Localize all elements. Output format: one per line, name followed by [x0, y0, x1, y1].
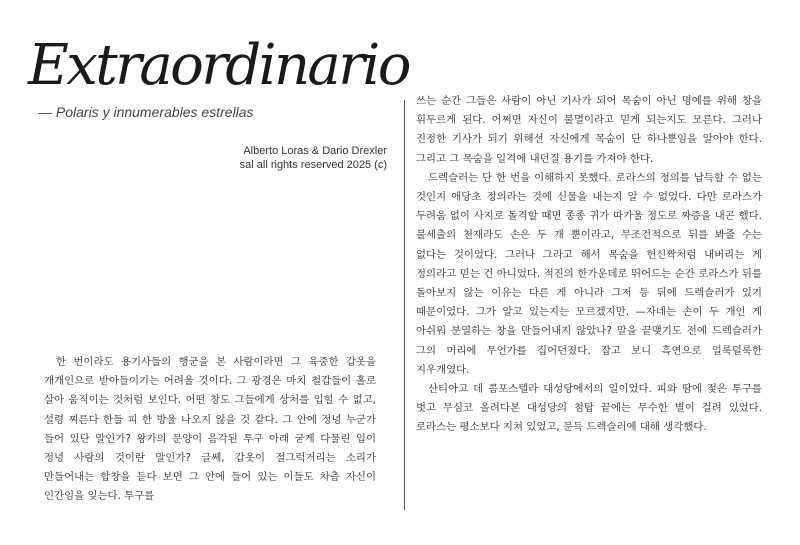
- subtitle: — Polaris y innumerables estrellas: [38, 104, 254, 120]
- author-credit: Alberto Loras & Dario Drexler: [243, 145, 387, 157]
- paragraph: 드렉슬러는 단 한 번을 이해하지 못했다. 로라스의 정의를 납득할 수 없는 것인지 애당초 정의라는 것에 신물을 내는지 알 수 없었다. 다만 로라스가 두려움 없이 사지로 돌격할 때면 종종 귀가 따가울 정도로 짜증을 내곤 했다. 불세출의 천재라도 손은 두 개 뿐이라고, 무조건적으로 뒤를 봐줄 수는 없다는 것이었다. 그러나 그라고 해서 목숨을 헌신짝처럼 내버리는 게 정의라고 믿는 건 아니었다. 적진의 한가운데로 뛰어드는 순간 로라스가 뒤를 돌아보지 않는 이유는 다른 게 아니라 그저 등 뒤에 드렉슬러가 있기 때문이었다. 그가 알고 있는지는 모르겠지만. —자네는 손이 두 개인 게 아쉬워 분열하는 창을 만들어내지 않았나? 말을 끝맺기도 전에 드렉슬러가 그의 머리에 무언가를 집어던졌다. 잡고 보니 흑연으로 얼룩덜룩한 지우개였다.: [416, 171, 762, 376]
- right-text-column: [416, 92, 762, 438]
- copyright-notice: sal all rights reserved 2025 (c): [239, 159, 387, 171]
- column-divider: [404, 100, 405, 510]
- credits-block: [240, 144, 387, 172]
- paragraph: 산티아고 데 콤포스텔라 대성당에서의 일이었다. 피와 땀에 젖은 투구를 벗고 무심코 올려다본 대성당의 첨탑 끝에는 무수한 별이 걸려 있었다. 로라스는 평소보다 지쳐 있었고, 문득 드렉슬러에 대해 생각했다.: [416, 383, 762, 434]
- paragraph: 쓰는 순간 그들은 사람이 아닌 기사가 되어 목숨이 아닌 명예를 위해 창을 휘두르게 된다. 어쩌면 자신이 불멸이라고 믿게 되는지도 모른다. 그러나 진정한 기사가 되기 위해선 자신에게 목숨이 단 하나뿐임을 알아야 한다. 그리고 그 목숨을 일격에 내던질 용기를 가져야 한다.: [416, 95, 762, 165]
- paragraph: 한 번이라도 용기사들의 행군을 본 사람이라면 그 육중한 갑옷을 개개인으로 받아들이기는 어려울 것이다. 그 광경은 마치 철갑들이 홀로 살아 움직이는 것처럼 보인다. 어떤 창도 그들에게 상처를 입힐 수 없고, 설령 찌른다 한들 피 한 방울 나오지 않을 것 같다. 그 안에 정녕 누군가 들어 있단 말인가? 왕가의 문양이 음각된 투구 아래 굳게 다물린 입이 정녕 사람의 것이란 말인가? 글쎄, 갑옷이 절그럭거리는 소리가 만들어내는 합창을 듣다 보면 그 안에 들어 있는 이들도 차츰 자신이 인간임을 잊는다. 투구를: [44, 356, 376, 503]
- left-text-column: [44, 353, 376, 507]
- page-title: Extraordinario: [28, 33, 409, 98]
